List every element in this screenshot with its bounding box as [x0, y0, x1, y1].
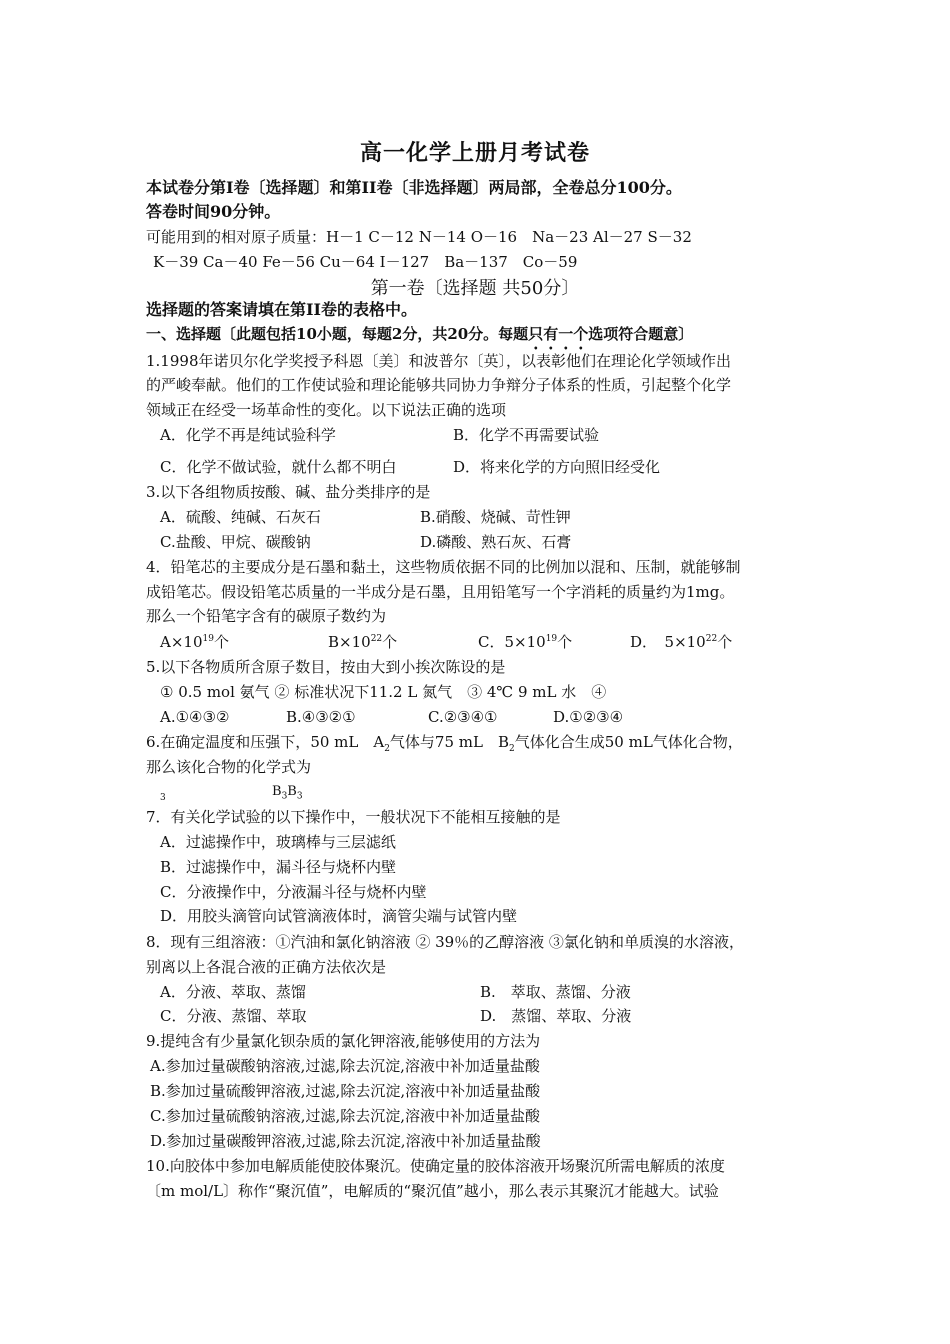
- q7-option-c: C．分液操作中，分液漏斗径与烧杯内壁: [160, 883, 427, 901]
- q8-option-b: B. 萃取、蒸馏、分液: [480, 983, 631, 1001]
- q6-option-fragment: 3: [160, 793, 166, 803]
- q1-option-c: C．化学不做试验，就什么都不明白: [160, 458, 397, 476]
- q3-option-c: C.盐酸、甲烷、碳酸钠: [160, 533, 311, 551]
- q4-option-b: [328, 632, 397, 652]
- q4-b-exponent: 22: [370, 634, 383, 644]
- q1-option-b: B．化学不再需要试验: [453, 426, 600, 444]
- q4-line-2: 成铅笔芯。假设铅笔芯质量的一半成分是石墨，且用铅笔写一个字消耗的质量约为1mg。: [146, 583, 735, 601]
- q4-a-base: A×10: [160, 633, 203, 651]
- q4-c-exponent: 19: [545, 634, 558, 644]
- q6-b-letter: B: [272, 784, 282, 799]
- q4-c-unit: 个: [557, 633, 573, 651]
- q4-option-c: [478, 632, 572, 652]
- q3-option-a: A．硫酸、纯碱、石灰石: [160, 508, 321, 526]
- q5-line-2: ① 0.5 mol 氨气 ② 标准状况下11.2 L 氮气 ③ 4℃ 9 mL 水 ④: [160, 683, 607, 701]
- q10-line-1: 10.向胶体中参加电解质能使胶体聚沉。使确定量的胶体溶液开场聚沉所需电解质的浓度: [146, 1157, 725, 1175]
- q1-line-1: 1.1998年诺贝尔化学奖授予科恩〔美〕和波普尔〔英〕，以表彰他们在理论化学领域作出: [146, 352, 731, 370]
- q9-option-c: C.参加过量硫酸钠溶液,过滤,除去沉淀,溶液中补加适量盐酸: [150, 1107, 541, 1125]
- q6-line-1: [146, 732, 743, 752]
- q6-text-c: 气体化合生成50 mL气体化合物，: [514, 733, 743, 751]
- q3-line-1: 3.以下各组物质按酸、碱、盐分类排序的是: [146, 483, 431, 501]
- section-heading: [146, 324, 693, 353]
- answer-note: 选择题的答案请填在第II卷的表格中。: [146, 300, 417, 319]
- q4-b-base: B×10: [328, 633, 371, 651]
- q9-option-a: A.参加过量碳酸钠溶液,过滤,除去沉淀,溶液中补加适量盐酸: [150, 1057, 540, 1075]
- page-title: 高一化学上册月考试卷: [359, 140, 590, 166]
- q6-option-b: [272, 782, 303, 802]
- q4-a-unit: 个: [213, 633, 229, 651]
- q4-d-unit: 个: [717, 633, 733, 651]
- q8-line-1: 8．现有三组溶液：①汽油和氯化钠溶液 ② 39％的乙醇溶液 ③氯化钠和单质溴的水溶液，: [146, 933, 744, 951]
- section-heading-part-b: 选项符合题意〕: [588, 325, 694, 343]
- q10-line-2: 〔m mol/L〕称作“聚沉值”，电解质的“聚沉值”越小，那么表示其聚沉才能越大。试验: [146, 1182, 719, 1200]
- q4-line-1: 4．铅笔芯的主要成分是石墨和黏土，这些物质依据不同的比例加以混和、压制，就能够制: [146, 558, 741, 576]
- q4-line-3: 那么一个铅笔字含有的碳原子数约为: [146, 607, 387, 625]
- q6-text-b: 气体与75 mL B: [389, 733, 509, 751]
- atomic-masses-line-1: 可能用到的相对原子质量：H－1 C－12 N－14 O－16 Na－23 Al－27 S－32: [146, 228, 692, 246]
- q3-option-d: D.磷酸、熟石灰、石膏: [420, 533, 572, 551]
- q6-line-2: 那么该化合物的化学式为: [146, 758, 312, 776]
- q9-option-d: D.参加过量碳酸钾溶液,过滤,除去沉淀,溶液中补加适量盐酸: [150, 1132, 541, 1150]
- q4-b-unit: 个: [382, 633, 398, 651]
- q6-b-sub-1: 3: [281, 791, 288, 802]
- q3-option-b: B.硝酸、烧碱、苛性钾: [420, 508, 571, 526]
- q1-option-a: A．化学不再是纯试验科学: [160, 426, 336, 444]
- q4-c-base: C．5×10: [478, 633, 546, 651]
- q1-line-2: 的严峻奉献。他们的工作使试验和理论能够共同协力争辩分子体系的性质，引起整个化学: [146, 376, 732, 394]
- q7-option-b: B．过滤操作中，漏斗径与烧杯内壁: [160, 858, 397, 876]
- q1-line-3: 领域正在经受一场革命性的变化。以下说法正确的选项: [146, 401, 507, 419]
- q4-d-exponent: 22: [705, 634, 718, 644]
- q7-option-d: D．用胶头滴管向试管滴液体时，滴管尖端与试管内壁: [160, 907, 518, 925]
- q9-option-b: B.参加过量硫酸钾溶液,过滤,除去沉淀,溶液中补加适量盐酸: [150, 1082, 541, 1100]
- q4-option-a: [160, 632, 229, 652]
- q6-b-element: B: [287, 784, 297, 799]
- q5-option-d: D.①②③④: [553, 708, 624, 726]
- intro-line-2: 答卷时间90分钟。: [146, 202, 281, 221]
- q5-line-1: 5.以下各物质所含原子数目，按由大到小挨次陈设的是: [146, 658, 506, 676]
- q4-a-exponent: 19: [202, 634, 214, 644]
- q1-option-d: D．将来化学的方向照旧经受化: [453, 458, 661, 476]
- section-heading-part-a: 一、选择题〔此题包括10小题，每题2分，共20分。每题: [146, 325, 529, 343]
- section-title: 第一卷〔选择题 共50分〕: [370, 278, 580, 299]
- q6-text-a: 6.在确定温度和压强下，50 mL A: [146, 733, 385, 751]
- q5-option-c: C.②③④①: [428, 708, 498, 726]
- q9-line-1: 9.提纯含有少量氯化钡杂质的氯化钾溶液,能够使用的方法为: [146, 1032, 541, 1050]
- q5-option-b: B.④③②①: [286, 708, 356, 726]
- q8-option-c: C．分液、蒸馏、萃取: [160, 1007, 307, 1025]
- q6-b-sub-2: 3: [296, 791, 303, 802]
- section-heading-emphasis: 只有一个: [528, 325, 589, 343]
- q7-option-a: A．过滤操作中，玻璃棒与三层滤纸: [160, 833, 396, 851]
- q8-option-a: A．分液、萃取、蒸馏: [160, 983, 306, 1001]
- q5-option-a: A.①④③②: [160, 708, 230, 726]
- q7-line-1: 7．有关化学试验的以下操作中，一般状况下不能相互接触的是: [146, 808, 561, 826]
- atomic-masses-line-2: K－39 Ca－40 Fe－56 Cu－64 I－127 Ba－137 Co－59: [153, 253, 578, 271]
- q8-line-2: 别离以上各混合液的正确方法依次是: [146, 958, 387, 976]
- q4-option-d: [630, 632, 732, 652]
- q6-sub-a: 2: [384, 744, 390, 754]
- q8-option-d: D. 蒸馏、萃取、分液: [480, 1007, 632, 1025]
- q6-sub-b: 2: [509, 744, 515, 754]
- intro-line-1: 本试卷分第I卷〔选择题〕和第II卷〔非选择题〕两局部，全卷总分100分。: [146, 178, 682, 197]
- q4-d-base: D． 5×10: [630, 633, 706, 651]
